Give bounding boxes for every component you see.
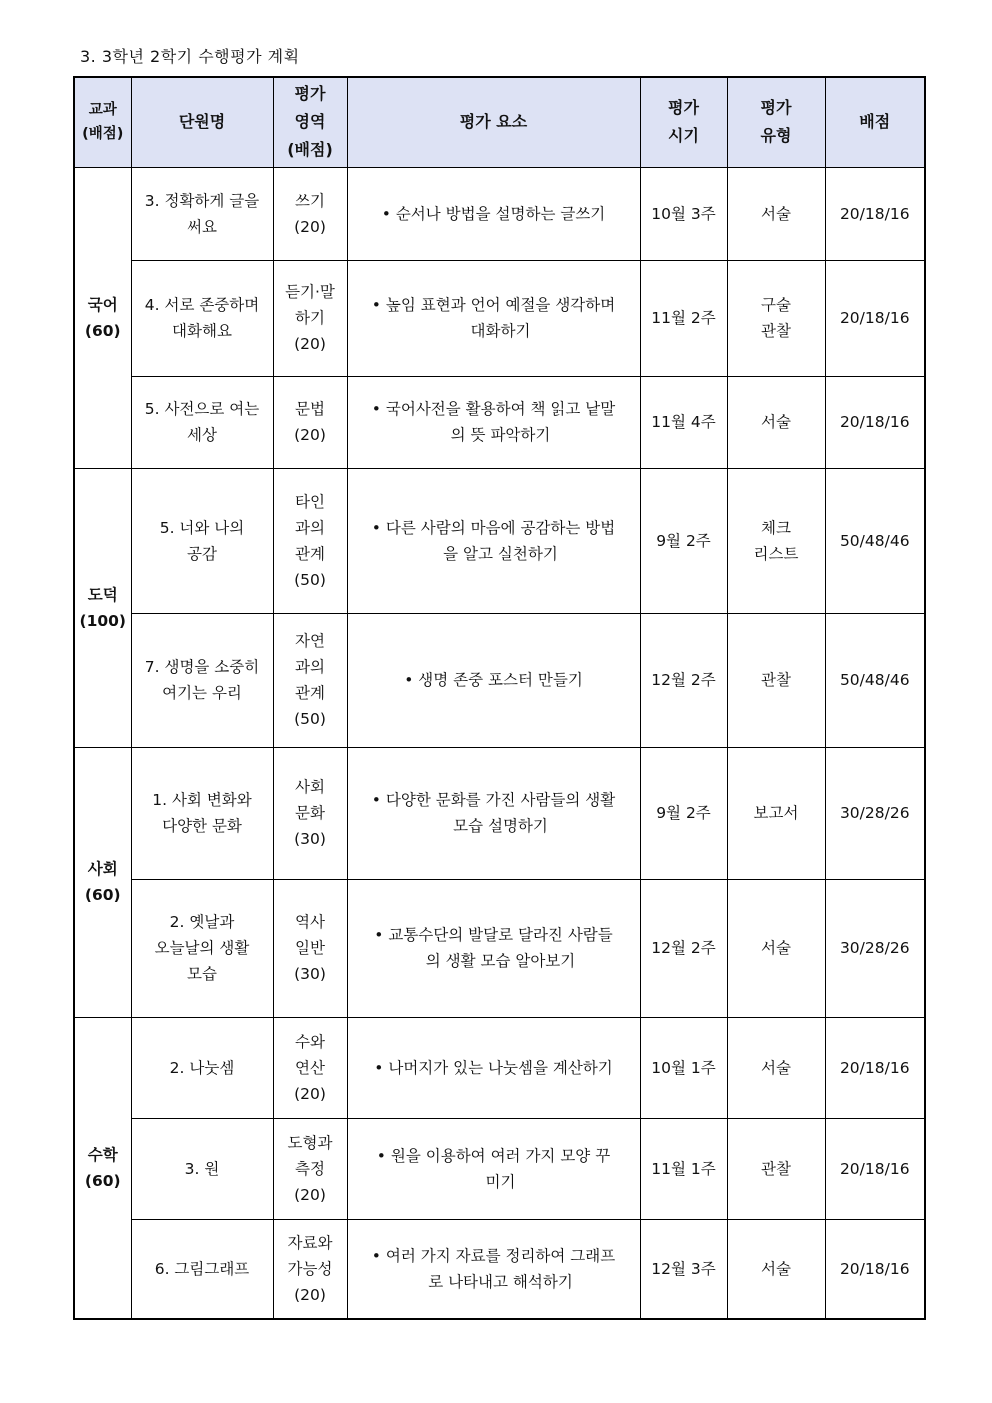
element-cell: • 높임 표현과 언어 예절을 생각하며 대화하기 [347,260,640,376]
header-subject: 교과 (배점) [74,77,131,167]
area-cell: 듣기·말 하기 (20) [273,260,347,376]
score-cell: 20/18/16 [825,167,925,260]
header-row [74,77,925,167]
area-cell: 문법 (20) [273,376,347,468]
unit-cell: 6. 그림그래프 [131,1219,273,1319]
score-cell: 20/18/16 [825,1118,925,1219]
type-cell: 보고서 [727,747,825,879]
element-cell: • 원을 이용하여 여러 가지 모양 꾸 미기 [347,1118,640,1219]
area-cell: 사회 문화 (30) [273,747,347,879]
area-cell: 자연 과의 관계 (50) [273,613,347,747]
timing-cell: 10월 1주 [640,1017,727,1118]
header-type: 평가 유형 [727,77,825,167]
bullet-icon: • [371,1246,381,1265]
type-cell: 관찰 [727,1118,825,1219]
area-cell: 수와 연산 (20) [273,1017,347,1118]
score-cell: 20/18/16 [825,1219,925,1319]
timing-cell: 12월 3주 [640,1219,727,1319]
score-cell: 20/18/16 [825,1017,925,1118]
unit-cell: 1. 사회 변화와 다양한 문화 [131,747,273,879]
timing-cell: 12월 2주 [640,613,727,747]
timing-cell: 11월 1주 [640,1118,727,1219]
element-cell: • 다양한 문화를 가진 사람들의 생활 모습 설명하기 [347,747,640,879]
score-cell: 50/48/46 [825,613,925,747]
element-cell: • 나머지가 있는 나눗셈을 계산하기 [347,1017,640,1118]
score-cell: 20/18/16 [825,260,925,376]
bullet-icon: • [371,400,381,418]
unit-cell: 5. 너와 나의 공감 [131,468,273,613]
area-cell: 도형과 측정 (20) [273,1118,347,1219]
type-cell: 체크 리스트 [727,468,825,613]
table-row [74,167,925,260]
area-cell: 타인 과의 관계 (50) [273,468,347,613]
header-timing: 평가 시기 [640,77,727,167]
table-row [74,468,925,613]
timing-cell: 9월 2주 [640,468,727,613]
area-cell: 쓰기 (20) [273,167,347,260]
subject-cell: 사회 (60) [74,747,131,1017]
table-row [74,376,925,468]
header-unit: 단원명 [131,77,273,167]
bullet-icon: • [381,204,391,223]
type-cell: 서술 [727,1219,825,1319]
unit-cell: 5. 사전으로 여는 세상 [131,376,273,468]
header-element: 평가 요소 [347,77,640,167]
bullet-icon: • [371,791,381,809]
type-cell: 관찰 [727,613,825,747]
unit-cell: 2. 나눗셈 [131,1017,273,1118]
timing-cell: 9월 2주 [640,747,727,879]
type-cell: 서술 [727,1017,825,1118]
element-cell: • 교통수단의 발달로 달라진 사람들 의 생활 모습 알아보기 [347,879,640,1017]
unit-cell: 3. 정확하게 글을 써요 [131,167,273,260]
subject-cell: 도덕 (100) [74,468,131,747]
unit-cell: 7. 생명을 소중히 여기는 우리 [131,613,273,747]
table-row [74,747,925,879]
timing-cell: 11월 4주 [640,376,727,468]
table-row [74,1219,925,1319]
table-row [74,613,925,747]
type-cell: 서술 [727,879,825,1017]
timing-cell: 11월 2주 [640,260,727,376]
area-cell: 자료와 가능성 (20) [273,1219,347,1319]
bullet-icon: • [371,296,381,314]
element-cell: • 생명 존중 포스터 만들기 [347,613,640,747]
element-cell: • 다른 사람의 마음에 공감하는 방법 을 알고 실천하기 [347,468,640,613]
bullet-icon: • [376,1146,386,1165]
timing-cell: 12월 2주 [640,879,727,1017]
table-row [74,879,925,1017]
score-cell: 30/28/26 [825,879,925,1017]
document-title: 3. 3학년 2학기 수행평가 계획 [80,47,300,66]
unit-cell: 4. 서로 존중하며 대화해요 [131,260,273,376]
type-cell: 서술 [727,376,825,468]
unit-cell: 2. 옛날과 오늘날의 생활 모습 [131,879,273,1017]
header-area: 평가 영역 (배점) [273,77,347,167]
header-score: 배점 [825,77,925,167]
table-row [74,260,925,376]
bullet-icon: • [404,671,414,689]
subject-cell: 국어 (60) [74,167,131,468]
type-cell: 구술 관찰 [727,260,825,376]
assessment-plan-table [73,76,926,1320]
timing-cell: 10월 3주 [640,167,727,260]
unit-cell: 3. 원 [131,1118,273,1219]
table-row [74,1017,925,1118]
subject-cell: 수학 (60) [74,1017,131,1319]
element-cell: • 순서나 방법을 설명하는 글쓰기 [347,167,640,260]
element-cell: • 국어사전을 활용하여 책 읽고 낱말 의 뜻 파악하기 [347,376,640,468]
type-cell: 서술 [727,167,825,260]
bullet-icon: • [374,1058,384,1077]
table-row [74,1118,925,1219]
score-cell: 30/28/26 [825,747,925,879]
bullet-icon: • [371,518,381,537]
element-cell: • 여러 가지 자료를 정리하여 그래프 로 나타내고 해석하기 [347,1219,640,1319]
bullet-icon: • [374,926,384,944]
score-cell: 20/18/16 [825,376,925,468]
score-cell: 50/48/46 [825,468,925,613]
area-cell: 역사 일반 (30) [273,879,347,1017]
